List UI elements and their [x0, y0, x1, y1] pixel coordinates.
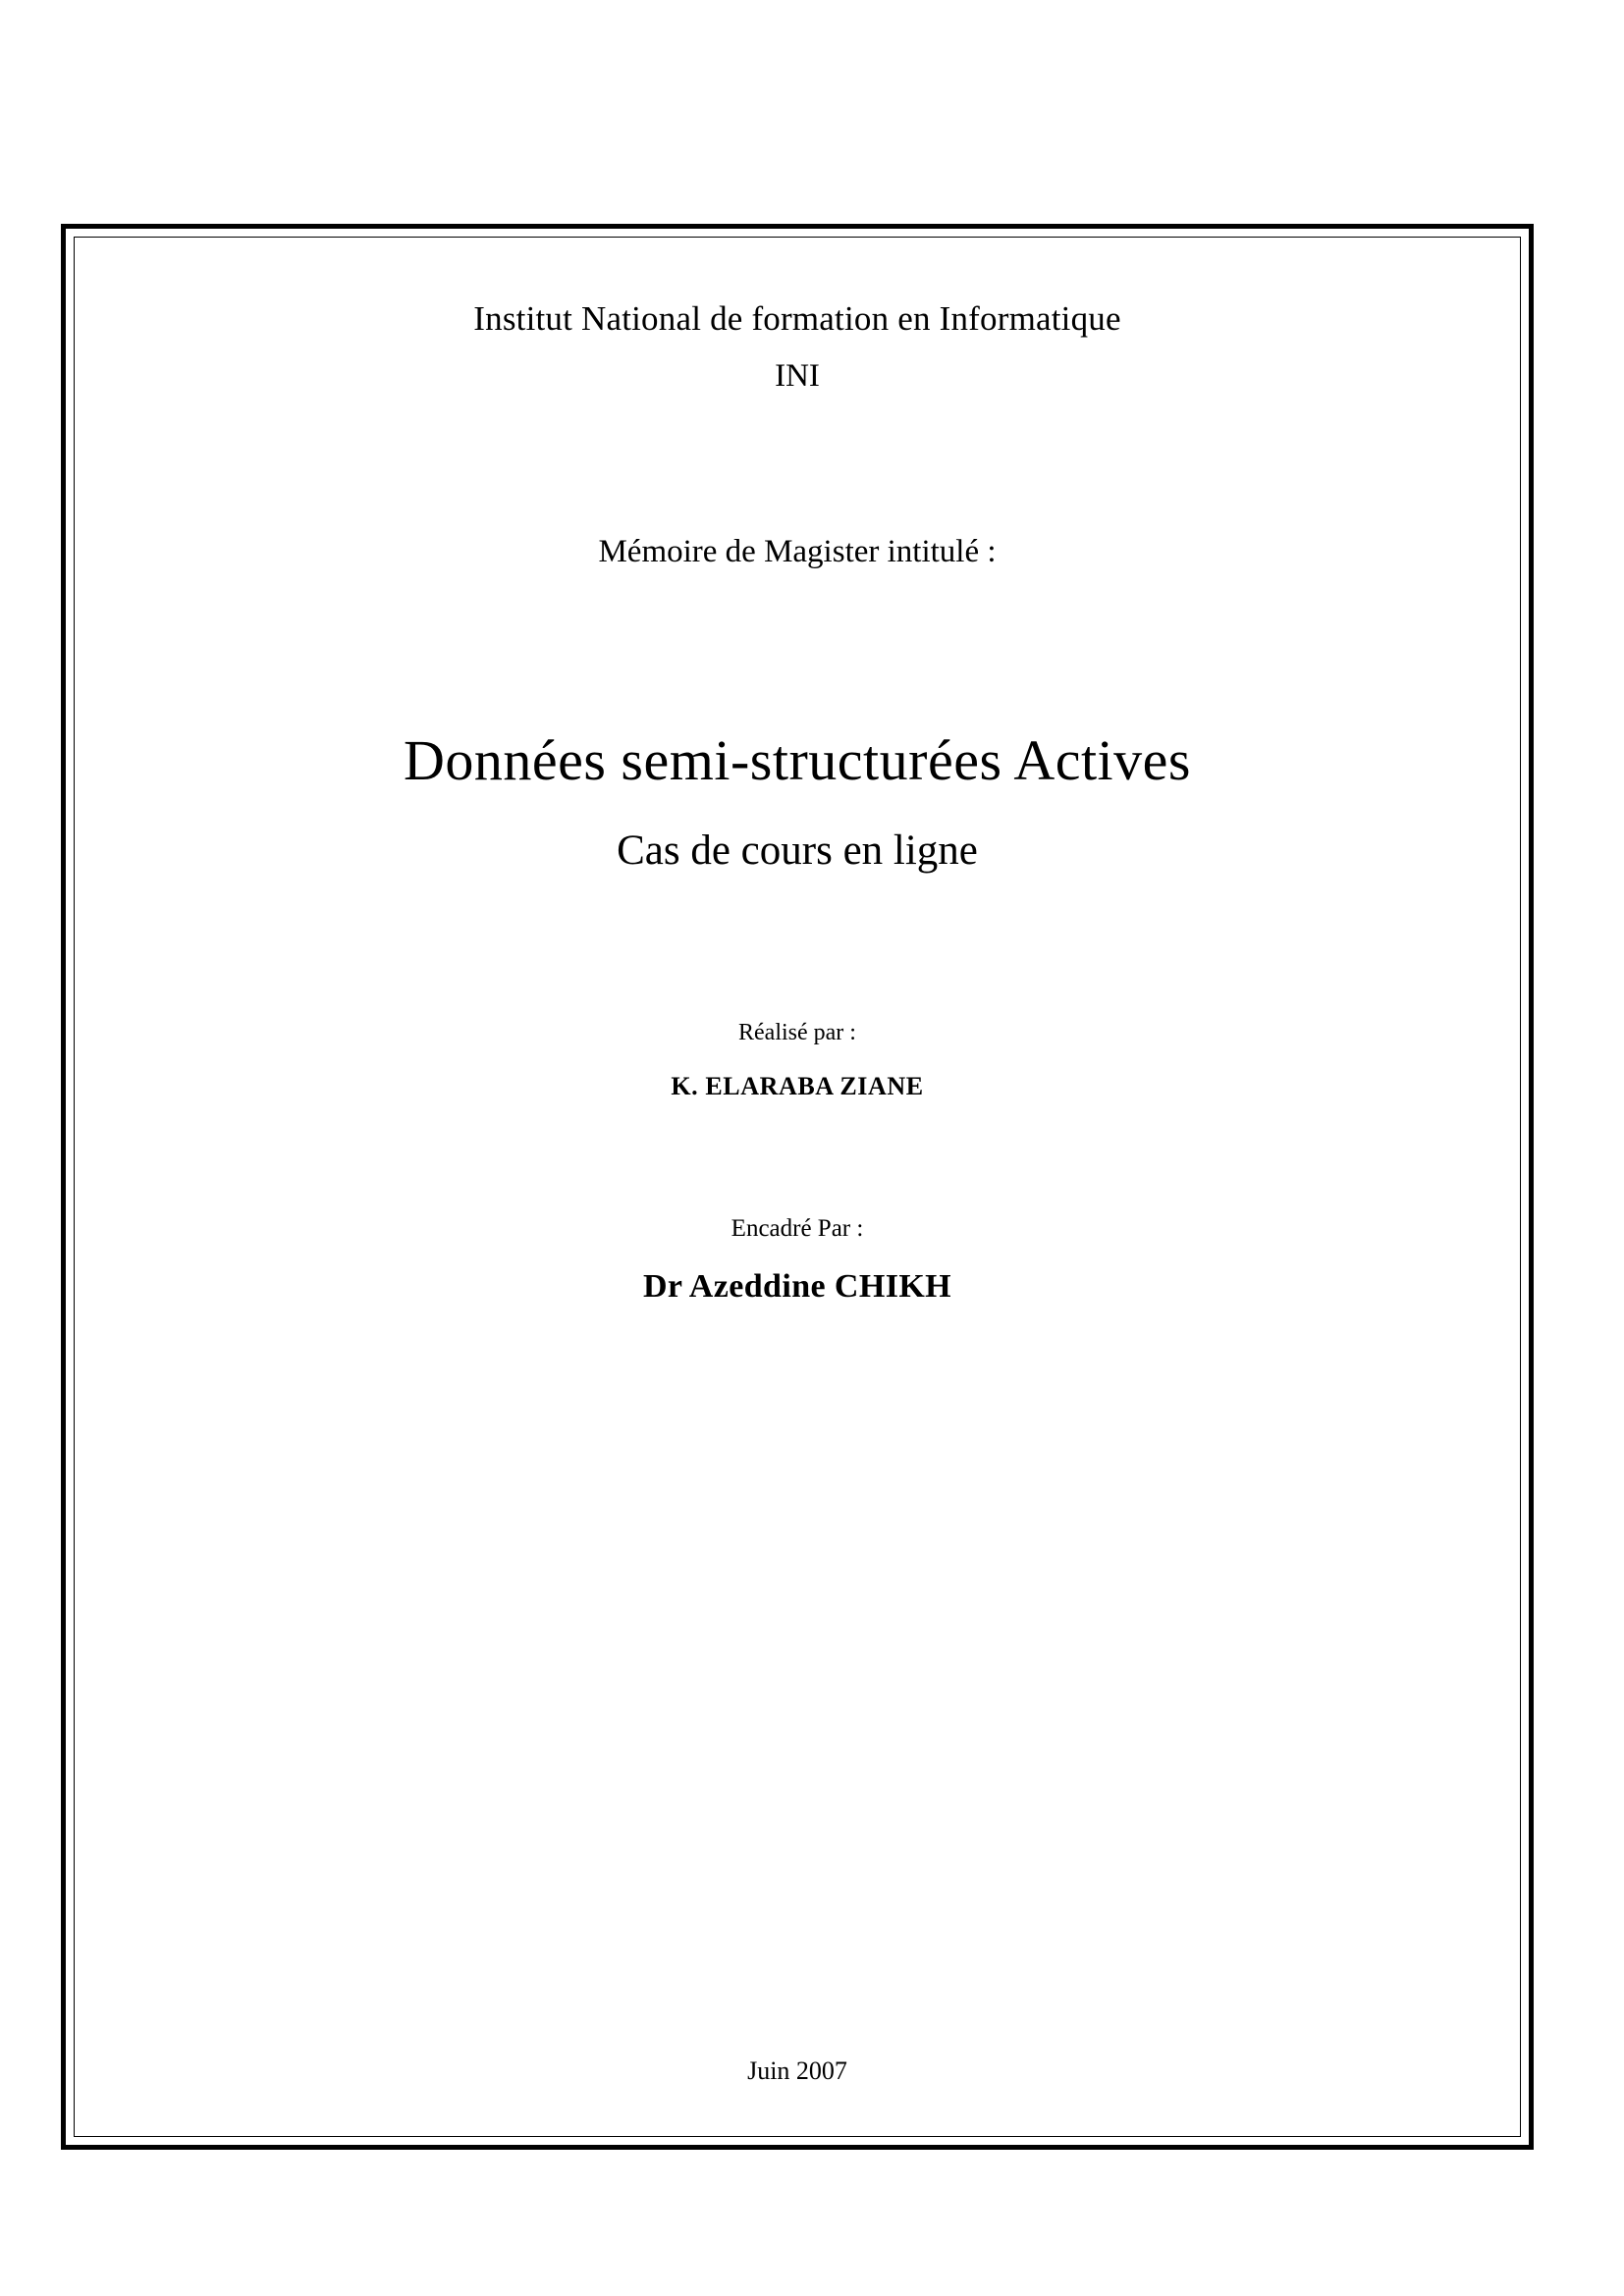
institute-abbreviation: INI — [775, 357, 820, 394]
publication-date: Juin 2007 — [747, 2056, 847, 2085]
page-subtitle: Cas de cours en ligne — [617, 827, 978, 874]
supervisor-label: Encadré Par : — [731, 1214, 864, 1242]
author-name: K. ELARABA ZIANE — [671, 1071, 924, 1100]
institute-name: Institut National de formation en Informatique — [473, 299, 1121, 338]
cover-content — [66, 229, 1529, 2145]
supervisor-name: Dr Azeddine CHIKH — [642, 1267, 952, 1305]
page-title: Données semi-structurées Actives — [403, 727, 1191, 792]
cover-frame-outer — [61, 224, 1534, 2150]
thesis-type-line: Mémoire de Magister intitulé : — [598, 533, 997, 569]
author-label: Réalisé par : — [738, 1019, 856, 1045]
